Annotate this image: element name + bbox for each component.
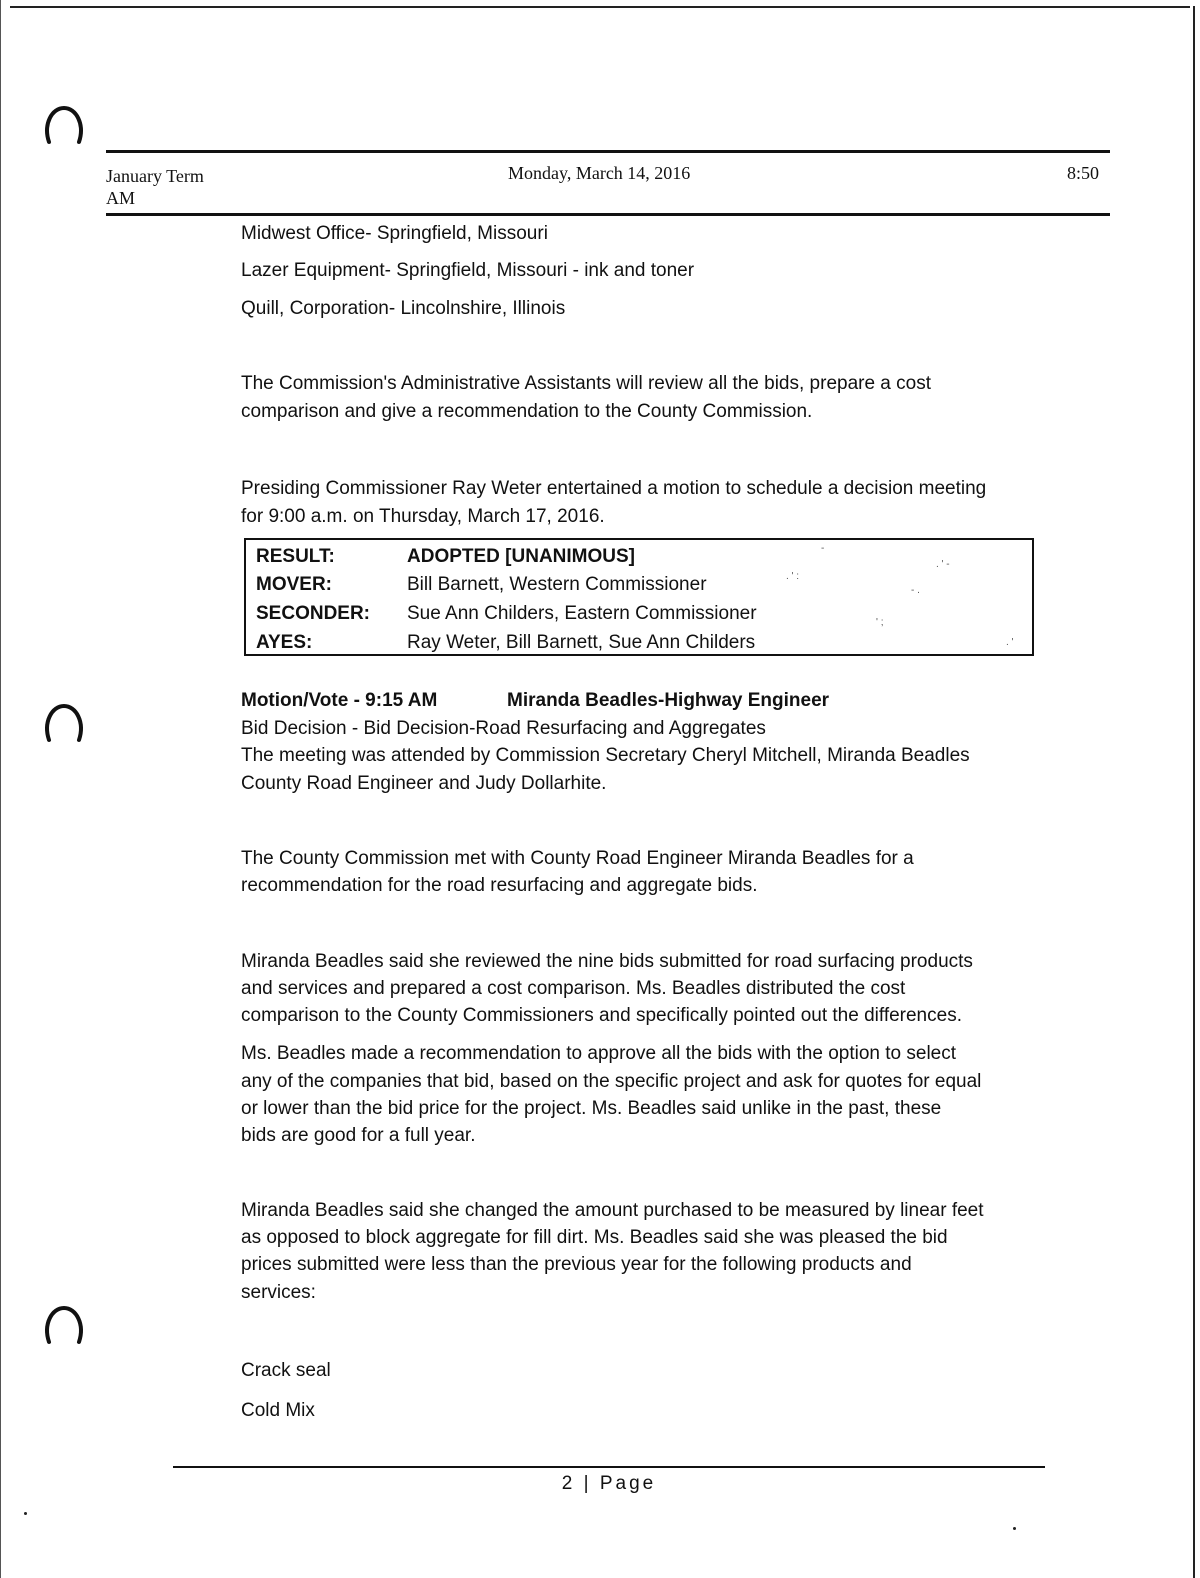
paragraph-line: Miranda Beadles said she changed the amount purchased to be measured by linear feet [241,1200,984,1221]
header-ampm: AM [106,188,136,208]
scan-noise: - [821,543,825,554]
vote-label-ayes: AYES: [256,632,313,653]
bid-decision-line: Bid Decision - Bid Decision-Road Resurfacing and Aggregates [241,718,766,739]
paragraph-line: Miranda Beadles said she reviewed the nine bids submitted for road surfacing products [241,951,973,972]
scan-border-top [10,6,1190,8]
paragraph-line: Ms. Beadles made a recommendation to approve all the bids with the option to select [241,1043,957,1064]
punch-hole-icon [42,702,86,744]
paragraph-line: County Road Engineer and Judy Dollarhite. [241,773,607,794]
header-rule-bottom [106,213,1110,216]
scan-border-right [1193,6,1195,1578]
paragraph-line: The meeting was attended by Commission Secretary Cheryl Mitchell, Miranda Beadles [241,745,970,766]
vendor-line: Lazer Equipment- Springfield, Missouri - ink and toner [241,260,695,281]
paragraph-line: The County Commission met with County Road Engineer Miranda Beadles for a [241,848,914,869]
vote-label-seconder: SECONDER: [256,603,371,624]
paragraph-line: Presiding Commissioner Ray Weter entertained a motion to schedule a decision meeting [241,478,987,499]
motion-heading-subject: Miranda Beadles-Highway Engineer [507,690,830,711]
vote-label-mover: MOVER: [256,574,332,595]
scan-dot [24,1512,27,1515]
scan-noise: . ' : [786,571,800,582]
footer-rule [173,1466,1045,1468]
scan-dot [1013,1527,1016,1530]
vote-value-mover: Bill Barnett, Western Commissioner [407,574,707,595]
scan-border-left [0,0,1,1578]
paragraph-line: for 9:00 a.m. on Thursday, March 17, 2016. [241,506,605,527]
paragraph-line: comparison and give a recommendation to the County Commission. [241,401,813,422]
vendor-line: Midwest Office- Springfield, Missouri [241,223,548,244]
header-date: Monday, March 14, 2016 [508,163,691,183]
vote-value-seconder: Sue Ann Childers, Eastern Commissioner [407,603,757,624]
product-item: Cold Mix [241,1400,315,1421]
scan-noise: ' ; [876,617,884,628]
paragraph-line: as opposed to block aggregate for fill dirt. Ms. Beadles said she was pleased the bid [241,1227,948,1248]
motion-heading-prefix: Motion/Vote - 9:15 AM [241,690,438,711]
paragraph-line: The Commission's Administrative Assistants will review all the bids, prepare a cost [241,373,932,394]
vote-result-box [244,538,1034,656]
punch-hole-icon [42,1304,86,1346]
header-rule-top [106,150,1110,153]
punch-hole-icon [42,104,86,146]
vote-value-ayes: Ray Weter, Bill Barnett, Sue Ann Childers [407,632,756,653]
vote-label-result: RESULT: [256,546,335,567]
scan-noise: . ' - [936,559,950,570]
paragraph-line: recommendation for the road resurfacing and aggregate bids. [241,875,758,896]
paragraph-line: and services and prepared a cost comparison. Ms. Beadles distributed the cost [241,978,906,999]
header-time: 8:50 [1067,163,1100,183]
vote-value-result: ADOPTED [UNANIMOUS] [407,546,635,567]
header-term: January Term [106,166,204,186]
paragraph-line: bids are good for a full year. [241,1125,476,1146]
paragraph-line: or lower than the bid price for the project. Ms. Beadles said unlike in the past, these [241,1098,942,1119]
paragraph-line: comparison to the County Commissioners and specifically pointed out the differences. [241,1005,962,1026]
scan-noise: - . [911,585,920,596]
scan-noise: . ' [1006,637,1014,648]
paragraph-line: any of the companies that bid, based on the specific project and ask for quotes for equal [241,1071,982,1092]
product-item: Crack seal [241,1360,331,1381]
page-number: 2 | Page [561,1473,657,1494]
paragraph-line: prices submitted were less than the previous year for the following products and [241,1254,912,1275]
paragraph-line: services: [241,1282,316,1303]
vendor-line: Quill, Corporation- Lincolnshire, Illinois [241,298,566,319]
